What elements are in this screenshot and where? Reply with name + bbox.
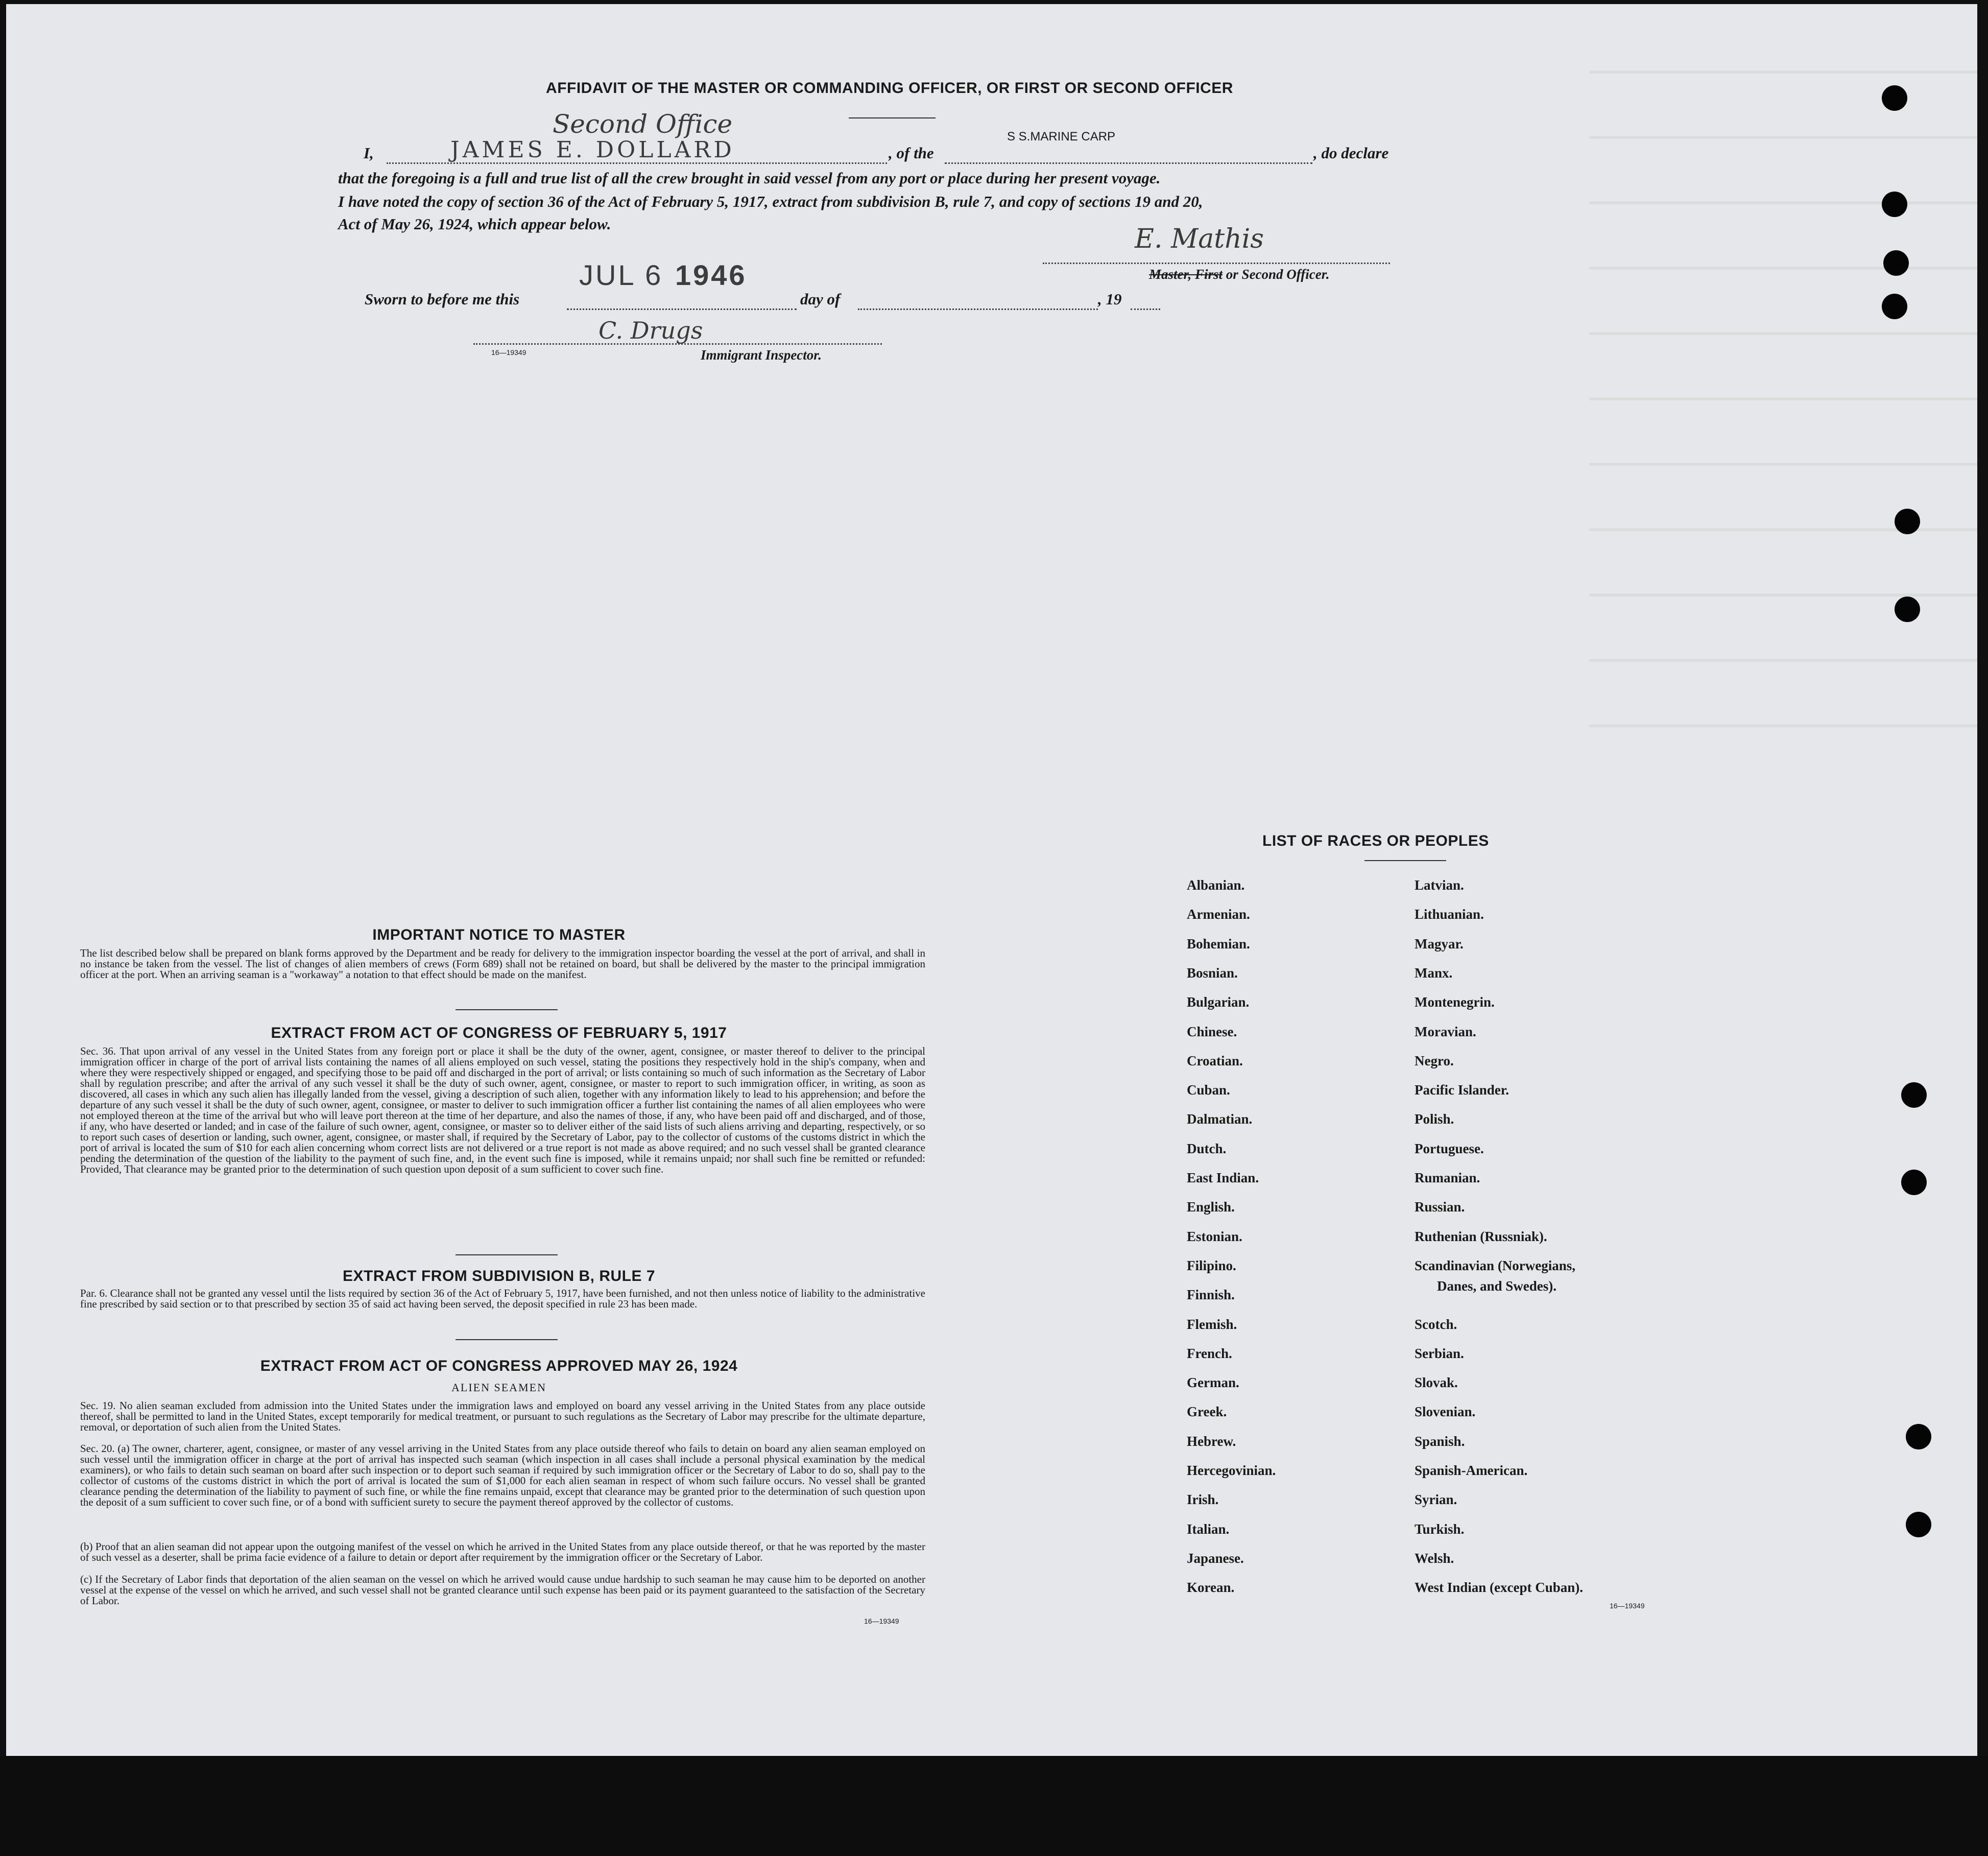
extract-1917-text: Sec. 36. That upon arrival of any vessel in the United States from any foreign port or place it shall be the duty of the owner, agent, consignee, or master thereof to deliver to the principal immigration officer in charge of the port of arrival lists containing the names of all aliens employed on such vessel, stating the positions they respectively hold in the ship's company, when and where they were respectively shipped or engaged, and specifying those to be paid off and discharged in the port of arrival; or lists containing so much of such information as the Secretary of Labor shall by regulation prescribe; and after the arrival of any such vessel it shall be the duty of such owner, agent, consignee, or master to report to such immigration officer, in writing, as soon as discovered, all cases in which any such alien has illegally landed from the vessel, giving a description of such alien, together with any information likely to lead to his apprehension; and before the departure of any such vessel it shall be the duty of such owner, agent, consignee, or master to deliver to such immigration officer a further list containing the names of all alien employees who were not employed thereon at the time of the arrival but who will leave port thereon at the time of her departure, and also the names of those, if any, who have been paid off and discharged, and of those, if any, who have deserted or landed; and in case of the failure of such owner, agent, consignee, or master so to deliver either of the said lists of such aliens arriving and departing, respectively, or so to report such cases of desertion or landing, such owner, agent, consignee, or master shall, if required by the Secretary of Labor, pay to the collector of customs of the customs district in which the port of arrival is located the sum of $10 for each alien concerning whom correct lists are not delivered or a true report is not made as above required; and no such vessel shall be granted clearance pending the determination of the question of the liability to the payment of such fine, and, in the event such fine is imposed, while it remains unpaid; nor shall such fine be remitted or refunded: Provided, That clearance may be granted prior to the determination of such question upon deposit of a sum sufficient to cover such fine. [80,1045,925,1175]
sworn-label: Sworn to before me this [365,290,520,308]
race-item: Welsh. [1415,1550,1454,1566]
race-item: Armenian. [1187,907,1250,922]
sworn-month-line [858,308,1098,310]
race-item: Hebrew. [1187,1433,1236,1449]
race-item: Dalmatian. [1187,1111,1253,1127]
year-line [1131,308,1160,310]
extract-1924-title: EXTRACT FROM ACT OF CONGRESS APPROVED MAY 26, 1924 [260,1358,738,1374]
race-item: Danes, and Swedes). [1437,1278,1557,1294]
race-item: Slovak. [1415,1375,1458,1391]
document-page [6,4,1977,1756]
race-item: Turkish. [1415,1521,1465,1537]
race-item: Spanish. [1415,1433,1465,1449]
race-item: Bohemian. [1187,936,1250,951]
punch-hole [1906,1512,1931,1537]
race-item: Flemish. [1187,1316,1237,1332]
race-item: Albanian. [1187,877,1245,893]
divider [456,1254,558,1255]
officer-signature: E. Mathis [1135,224,1264,254]
sec20a-text: Sec. 20. (a) The owner, charterer, agent, consignee, or master of any vessel arriving in the United States from any place outside thereof who fails to detain on board any alien seaman employed on such vessel until the immigration officer in charge at the port of arrival has inspected such seaman (which inspection in all cases shall include a personal physical examination by the medical examiners), or who fails to detain such seaman on board after such inspection or to deport such seaman if required by such immigration officer or the Secretary of Labor to do so, shall pay to the collector of customs of the customs district in which the port of arrival is located the sum of $1,000 for each alien seaman in respect of whom such failure occurs. No vessel shall be granted clearance pending the determination of the liability to payment of such fine, or while the fine remains unpaid, except that clearance may be granted prior to the determination of such question upon the deposit of a sum sufficient to cover such fine, or of a bond with sufficient surety to secure the payment thereof approved by the collector of customs. [80,1442,925,1508]
race-item: Bulgarian. [1187,994,1250,1010]
inspector-signature: C. Drugs [598,317,703,344]
punch-hole [1901,1170,1927,1195]
affidavit-line-2: I have noted the copy of section 36 of the Act of February 5, 1917, extract from subdivision B, rule 7, and copy of sections 19 and 20, [338,193,1203,210]
punch-hole [1883,250,1909,276]
race-item: Latvian. [1415,877,1464,893]
handwritten-title: Second Office [553,109,733,139]
race-item: Korean. [1187,1580,1235,1596]
struck-master-first: Master, First [1149,267,1223,282]
alien-seamen-subtitle: ALIEN SEAMEN [451,1381,546,1394]
race-item: French. [1187,1345,1232,1361]
date-stamp-month: JUL 6 [579,259,663,291]
race-item: Portuguese. [1415,1140,1484,1156]
rule7-title: EXTRACT FROM SUBDIVISION B, RULE 7 [342,1268,656,1284]
do-declare-label: , do declare [1313,144,1389,162]
notice-title: IMPORTANT NOTICE TO MASTER [372,926,626,943]
form-number-top: 16—19349 [491,348,526,356]
divider [1364,860,1446,861]
race-item: Syrian. [1415,1492,1457,1508]
race-item: West Indian (except Cuban). [1415,1580,1584,1596]
race-item: Lithuanian. [1415,907,1484,922]
race-item: Bosnian. [1187,965,1238,981]
race-item: East Indian. [1187,1170,1259,1185]
punch-hole [1901,1082,1927,1108]
race-item: Moravian. [1415,1024,1476,1039]
affidavit-title: AFFIDAVIT OF THE MASTER OR COMMANDING OFFICER, OR FIRST OR SECOND OFFICER [546,80,1233,97]
officer-caption-rest: or Second Officer. [1223,267,1330,282]
scan-bottom-border [0,1756,1988,1856]
race-item: Japanese. [1187,1550,1244,1566]
race-item: Rumanian. [1415,1170,1480,1185]
race-item: Croatian. [1187,1053,1243,1068]
race-item: Irish. [1187,1492,1219,1508]
punch-hole [1906,1424,1931,1449]
form-number-races: 16—19349 [1610,1602,1645,1610]
sec19-text: Sec. 19. No alien seaman excluded from admission into the United States under the immigration laws and employed on board any vessel arriving in the United States from any place outside thereof, shall be permitted to land in the United States, except temporarily for medical treatment, or pursuant to such regulations as the Secretary of Labor may prescribe for the ultimate departure, removal, or deportation of such alien from the United States. [80,1399,925,1433]
race-item: Magyar. [1415,936,1464,951]
inspector-line [473,343,882,345]
race-item: Italian. [1187,1521,1230,1537]
punch-hole [1895,509,1920,534]
punch-hole [1895,597,1920,622]
sec20c-text: (c) If the Secretary of Labor finds that deportation of the alien seaman on the vessel on which he arrived would cause undue hardship to such seaman he may cause him to be deported on another vessel at the expense of the vessel on which he arrived, and such vessel shall not be granted clearance until such expense has been paid or its payment guaranteed to the satisfaction of the Secretary of Labor. [80,1573,925,1607]
sworn-day-line [567,308,797,310]
race-item: Dutch. [1187,1140,1227,1156]
sec20b-text: (b) Proof that an alien seaman did not appear upon the outgoing manifest of the vessel on which he arrived in the United States from any place outside thereof, or that he was reported by the master of such vessel as a deserter, shall be prima facie evidence of a failure to detain or deport after requirement by the immigration officer or the Secretary of Labor. [80,1540,925,1563]
race-item: Hercegovinian. [1187,1463,1276,1478]
bleed-through [1589,35,1977,750]
race-item: Scandinavian (Norwegians, [1415,1257,1576,1273]
race-item: German. [1187,1375,1239,1391]
race-item: Estonian. [1187,1228,1242,1244]
race-item: Serbian. [1415,1345,1464,1361]
race-item: Negro. [1415,1053,1454,1068]
divider [849,117,936,118]
affidavit-line-3: Act of May 26, 1924, which appear below. [338,215,611,233]
of-the-label: , of the [889,144,934,162]
inspector-caption: Immigrant Inspector. [701,347,822,363]
races-title: LIST OF RACES OR PEOPLES [1262,832,1489,849]
i-label: I, [364,144,374,162]
divider [456,1339,558,1340]
race-item: Manx. [1415,965,1453,981]
signature-line [1043,263,1390,264]
divider [456,1009,558,1010]
handwritten-name: JAMES E. DOLLARD [450,137,735,163]
race-item: English. [1187,1199,1235,1215]
punch-hole [1882,192,1907,217]
year-prefix: , 19 [1098,290,1122,308]
vessel-line [945,162,1312,164]
race-item: Finnish. [1187,1287,1235,1303]
race-item: Slovenian. [1415,1404,1476,1420]
punch-hole [1882,85,1907,111]
notice-text: The list described below shall be prepared on blank forms approved by the Department and be ready for delivery to the immigration inspector boarding the vessel at the port of arrival, and shall in no instance be taken from the vessel. The list of changes of alien members of crews (Form 689) shall not be retained on board, but shall be delivered by the master to the principal immigration officer at the port. When an arriving seaman is a "workaway" a notation to that effect should be made on the manifest. [80,947,925,981]
date-stamp-year: 1946 [675,259,747,291]
race-item: Spanish-American. [1415,1463,1528,1478]
extract-1917-title: EXTRACT FROM ACT OF CONGRESS OF FEBRUARY 5, 1917 [271,1025,727,1041]
race-item: Filipino. [1187,1257,1236,1273]
race-item: Pacific Islander. [1415,1082,1509,1098]
race-item: Cuban. [1187,1082,1230,1098]
affidavit-line-1: that the foregoing is a full and true list of all the crew brought in said vessel from any port or place during her present voyage. [338,169,1161,187]
race-item: Russian. [1415,1199,1465,1215]
rule7-text: Par. 6. Clearance shall not be granted any vessel until the lists required by section 36 of the Act of February 5, 1917, have been furnished, and not then unless notice of liability to the administrative fine prescribed by said section or to that prescribed by section 35 of said act having been served, the deposit specified in rule 23 has been made. [80,1287,925,1310]
officer-caption [1149,267,1330,282]
race-item: Montenegrin. [1415,994,1495,1010]
race-item: Chinese. [1187,1024,1237,1039]
punch-hole [1882,294,1907,319]
vessel-name: S S.MARINE CARP [1007,130,1116,144]
race-item: Polish. [1415,1111,1454,1127]
race-item: Ruthenian (Russniak). [1415,1228,1547,1244]
race-item: Scotch. [1415,1316,1457,1332]
form-number-bottom: 16—19349 [864,1617,899,1625]
day-of-label: day of [800,290,841,308]
race-item: Greek. [1187,1404,1227,1420]
